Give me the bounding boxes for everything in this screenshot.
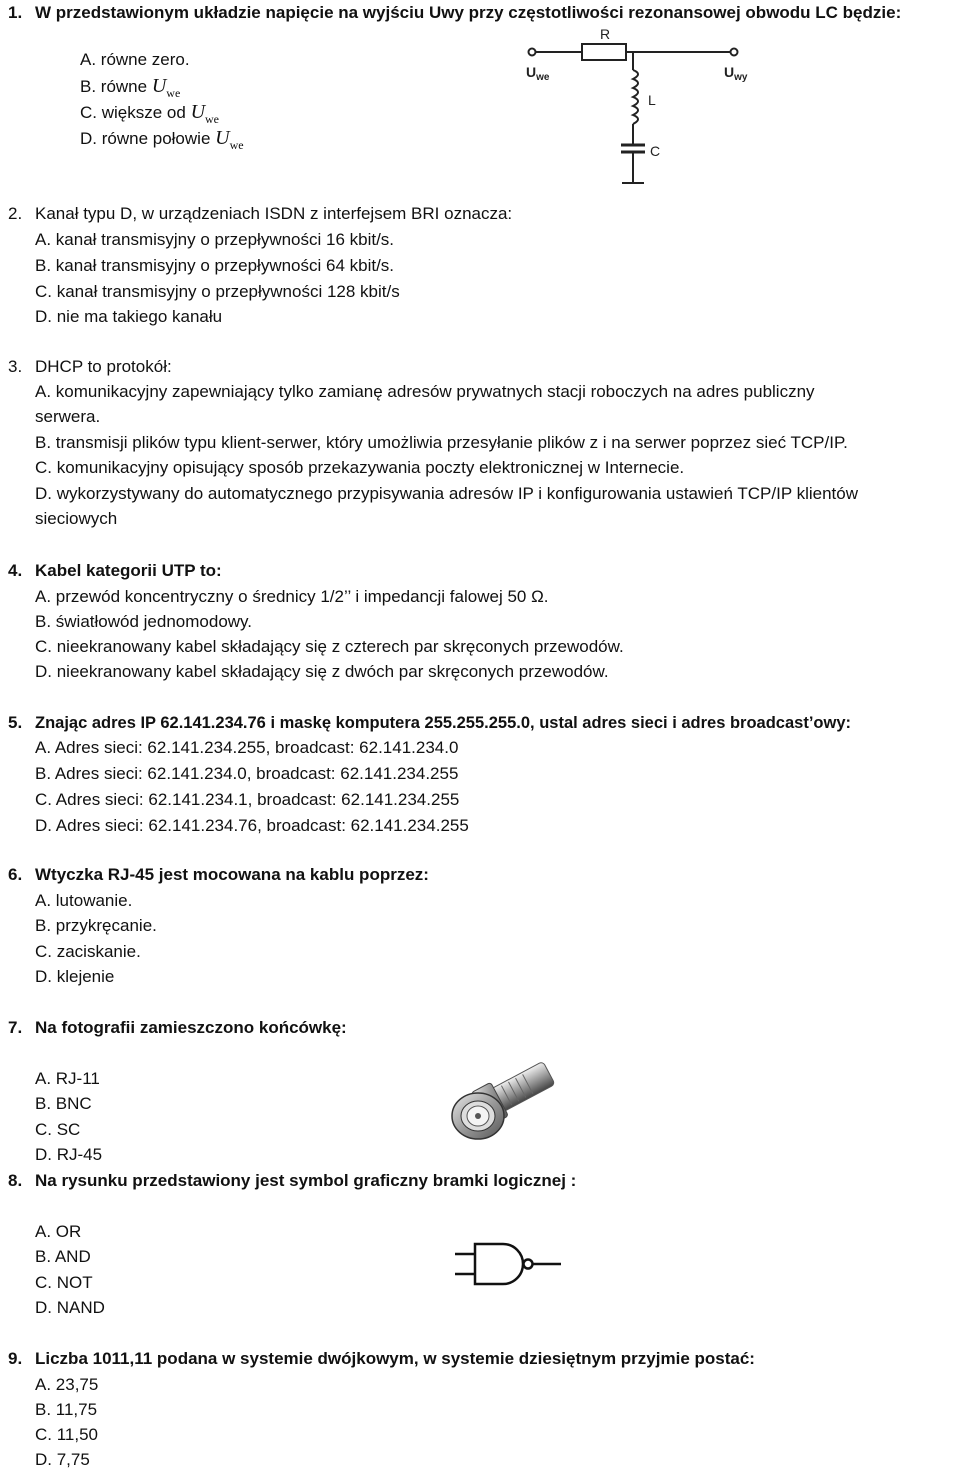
q7-answer-a: A. RJ-11 <box>35 1069 100 1088</box>
q3-answer-a-cont: serwera. <box>35 407 101 426</box>
q3-answer-d-cont: sieciowych <box>35 509 118 528</box>
q8-answer-a: A. OR <box>35 1222 82 1241</box>
q9-answer-d: D. 7,75 <box>35 1450 90 1469</box>
q4-answer-d: D. nieekranowany kabel składający się z dwóch par skręconych przewodów. <box>35 662 609 681</box>
q4-answer-b: B. światłowód jednomodowy. <box>35 612 253 631</box>
q6-number: 6. <box>8 865 23 884</box>
q5-question: Znając adres IP 62.141.234.76 i maskę komputera 255.255.255.0, ustal adres sieci i adres broadcast’owy: <box>35 714 852 732</box>
q2-answer-c: C. kanał transmisyjny o przepływności 128 kbit/s <box>35 282 400 301</box>
q3-answer-b: B. transmisji plików typu klient-serwer, który umożliwia przesyłanie plików z i na serwer poprzez sieć TCP/IP. <box>35 433 848 452</box>
q1-answer-d: D. równe połowie $U_{we}$ <box>80 127 244 152</box>
q7-answer-c: C. SC <box>35 1120 81 1139</box>
center-pin <box>475 1113 481 1119</box>
input-label: $U_{we}$ <box>526 64 550 83</box>
capacitor-label: C <box>650 143 661 159</box>
q1-answer-c: C. większe od $U_{we}$ <box>80 101 220 126</box>
q6-answer-d: D. klejenie <box>35 967 115 986</box>
nand-gate-symbol <box>455 1240 565 1290</box>
inversion-bubble <box>524 1260 533 1269</box>
q5-answer-b: B. Adres sieci: 62.141.234.0, broadcast: 62.141.234.255 <box>35 764 459 783</box>
q5-answer-d: D. Adres sieci: 62.141.234.76, broadcast: 62.141.234.255 <box>35 816 469 835</box>
q9-answer-a: A. 23,75 <box>35 1375 99 1394</box>
q7-answer-b: B. BNC <box>35 1094 92 1113</box>
q1-question: W przedstawionym układzie napięcie na wyjściu Uwy przy częstotliwości rezonansowej obwodu LC będzie: <box>35 3 902 22</box>
bnc-connector-photo <box>438 1050 563 1150</box>
q4-question: Kabel kategorii UTP to: <box>35 561 222 580</box>
q9-answer-c: C. 11,50 <box>35 1425 99 1444</box>
resistor-symbol <box>582 44 626 60</box>
q4-answer-c: C. nieekranowany kabel składający się z czterech par skręconych przewodów. <box>35 637 624 656</box>
q6-answer-c: C. zaciskanie. <box>35 942 141 961</box>
q8-answer-d: D. NAND <box>35 1298 105 1317</box>
q2-question: Kanał typu D, w urządzeniach ISDN z interfejsem BRI oznacza: <box>35 204 513 223</box>
q6-question: Wtyczka RJ-45 jest mocowana na kablu poprzez: <box>35 865 429 884</box>
q9-question: Liczba 1011,11 podana w systemie dwójkowym, w systemie dziesiętnym przyjmie postać: <box>35 1349 755 1368</box>
q1-answer-b: B. równe $U_{we}$ <box>80 75 181 100</box>
q7-question: Na fotografii zamieszczono końcówkę: <box>35 1018 347 1037</box>
input-terminal <box>529 49 536 56</box>
q8-answer-b: B. AND <box>35 1247 91 1266</box>
q5-number: 5. <box>8 713 23 732</box>
uwe-symbol: $U_{we}$ <box>215 127 244 152</box>
output-label: $U_{wy}$ <box>724 64 748 83</box>
q8-number: 8. <box>8 1171 23 1190</box>
inductor-symbol <box>633 70 638 124</box>
q7-number: 7. <box>8 1018 23 1037</box>
q2-answer-a: A. kanał transmisyjny o przepływności 16 kbit/s. <box>35 230 395 249</box>
q3-question: DHCP to protokół: <box>35 357 172 376</box>
q6-answer-a: A. lutowanie. <box>35 891 133 910</box>
q8-answer-c: C. NOT <box>35 1273 93 1292</box>
resistor-label: R <box>600 26 611 42</box>
q9-number: 9. <box>8 1349 23 1368</box>
output-terminal <box>731 49 738 56</box>
q8-question: Na rysunku przedstawiony jest symbol graficzny bramki logicznej : <box>35 1171 577 1190</box>
rlc-circuit-diagram <box>520 25 760 190</box>
q2-answer-d: D. nie ma takiego kanału <box>35 307 223 326</box>
q9-answer-b: B. 11,75 <box>35 1400 98 1419</box>
q3-answer-c: C. komunikacyjny opisujący sposób przekazywania poczty elektronicznej w Internecie. <box>35 458 685 477</box>
inductor-label: L <box>648 92 656 108</box>
q3-number: 3. <box>8 357 23 376</box>
gate-body <box>475 1244 523 1284</box>
q3-answer-a: A. komunikacyjny zapewniający tylko zamianę adresów prywatnych stacji roboczych na adres publiczny <box>35 382 815 401</box>
q4-answer-a: A. przewód koncentryczny o średnicy 1/2’’ i impedancji falowej 50 Ω. <box>35 587 549 606</box>
q1-answer-a: A. równe zero. <box>80 50 190 69</box>
q4-number: 4. <box>8 561 23 580</box>
q3-answer-d: D. wykorzystywany do automatycznego przypisywania adresów IP i konfigurowania ustawień TCP/IP klientów <box>35 484 858 503</box>
q5-answer-c: C. Adres sieci: 62.141.234.1, broadcast: 62.141.234.255 <box>35 790 460 809</box>
q2-number: 2. <box>8 204 23 223</box>
q1-number: 1. <box>8 3 23 22</box>
uwe-symbol: $U_{we}$ <box>151 75 181 100</box>
q7-answer-d: D. RJ-45 <box>35 1145 103 1164</box>
q2-answer-b: B. kanał transmisyjny o przepływności 64 kbit/s. <box>35 256 395 275</box>
q5-answer-a: A. Adres sieci: 62.141.234.255, broadcast: 62.141.234.0 <box>35 738 459 757</box>
uwe-symbol: $U_{we}$ <box>190 101 220 126</box>
q6-answer-b: B. przykręcanie. <box>35 916 157 935</box>
